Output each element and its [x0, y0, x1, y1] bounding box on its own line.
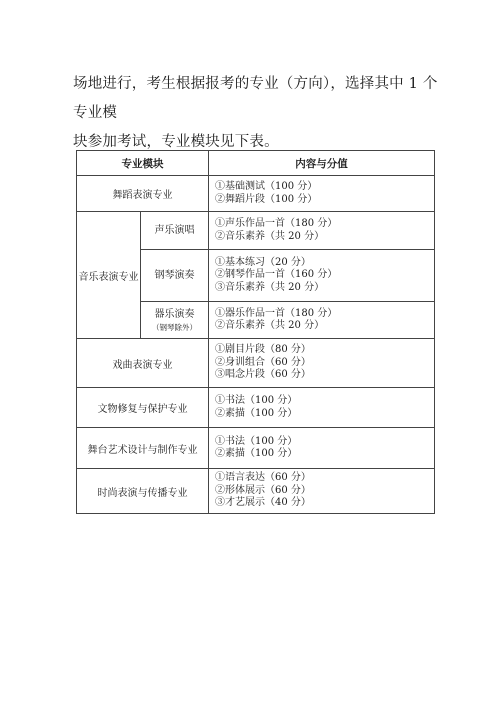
module-content — [209, 302, 435, 339]
module-content — [209, 176, 435, 212]
module-name: 音乐表演专业 — [77, 212, 141, 339]
sub-module-name — [141, 302, 209, 339]
content-item: ①剧目片段（80 分） — [215, 344, 311, 356]
content-item: ①器乐作品一首（180 分） — [215, 307, 338, 319]
table-row — [77, 388, 435, 428]
table-row — [77, 212, 435, 250]
table-row — [77, 339, 435, 388]
content-item: ②音乐素养（共 20 分） — [215, 230, 325, 242]
header-content: 内容与分值 — [209, 151, 435, 176]
content-item: ②舞蹈片段（100 分） — [215, 193, 318, 205]
sub-module-label: 器乐演奏 — [154, 308, 195, 320]
content-item: ②音乐素养（共 20 分） — [215, 320, 325, 331]
table-row — [77, 176, 435, 212]
module-content — [209, 250, 435, 302]
sub-module-name — [141, 250, 209, 302]
content-item: ①声乐作品一首（180 分） — [215, 218, 338, 229]
content-item: ②钢琴作品一首（160 分） — [215, 269, 338, 281]
module-content — [209, 388, 435, 428]
intro-line-2: 块参加考试，专业模块见下表。 — [73, 134, 279, 150]
intro-line-1: 场地进行，考生根据报考的专业（方向），选择其中 1 个专业模 — [73, 76, 438, 121]
sub-module-label: 钢琴演奏 — [154, 269, 195, 281]
module-content — [209, 428, 435, 469]
content-item: ②素描（100 分） — [215, 448, 298, 459]
content-item: ③音乐素养（共 20 分） — [215, 281, 325, 293]
table-row — [77, 469, 435, 514]
content-item: ③唱念片段（60 分） — [215, 369, 311, 381]
module-name: 舞蹈表演专业 — [77, 176, 209, 212]
module-name: 戏曲表演专业 — [77, 339, 209, 388]
module-content — [209, 339, 435, 388]
content-item: ②身训组合（60 分） — [215, 356, 311, 368]
intro-paragraph — [73, 70, 443, 157]
module-content — [209, 212, 435, 250]
content-item: ①书法（100 分） — [215, 435, 298, 447]
sub-module-label: 声乐演唱 — [154, 224, 195, 236]
module-content — [209, 469, 435, 514]
module-name: 时尚表演与传播专业 — [77, 469, 209, 514]
table-row — [77, 428, 435, 469]
content-item: ①书法（100 分） — [215, 395, 298, 406]
module-name: 文物修复与保护专业 — [77, 388, 209, 428]
header-module: 专业模块 — [77, 151, 209, 176]
module-name: 舞台艺术设计与制作专业 — [77, 428, 209, 469]
content-item: ①语言表达（60 分） — [215, 472, 311, 484]
table-header-row — [77, 151, 435, 176]
sub-module-note: （钢琴除外） — [152, 322, 197, 332]
sub-module-name — [141, 212, 209, 250]
content-item: ②素描（100 分） — [215, 407, 298, 419]
content-item: ①基础测试（100 分） — [215, 181, 318, 192]
content-item: ②形体展示（60 分） — [215, 484, 311, 496]
content-item: ①基本练习（20 分） — [215, 256, 311, 268]
module-table — [76, 150, 435, 514]
content-item: ③才艺展示（40 分） — [215, 497, 311, 509]
